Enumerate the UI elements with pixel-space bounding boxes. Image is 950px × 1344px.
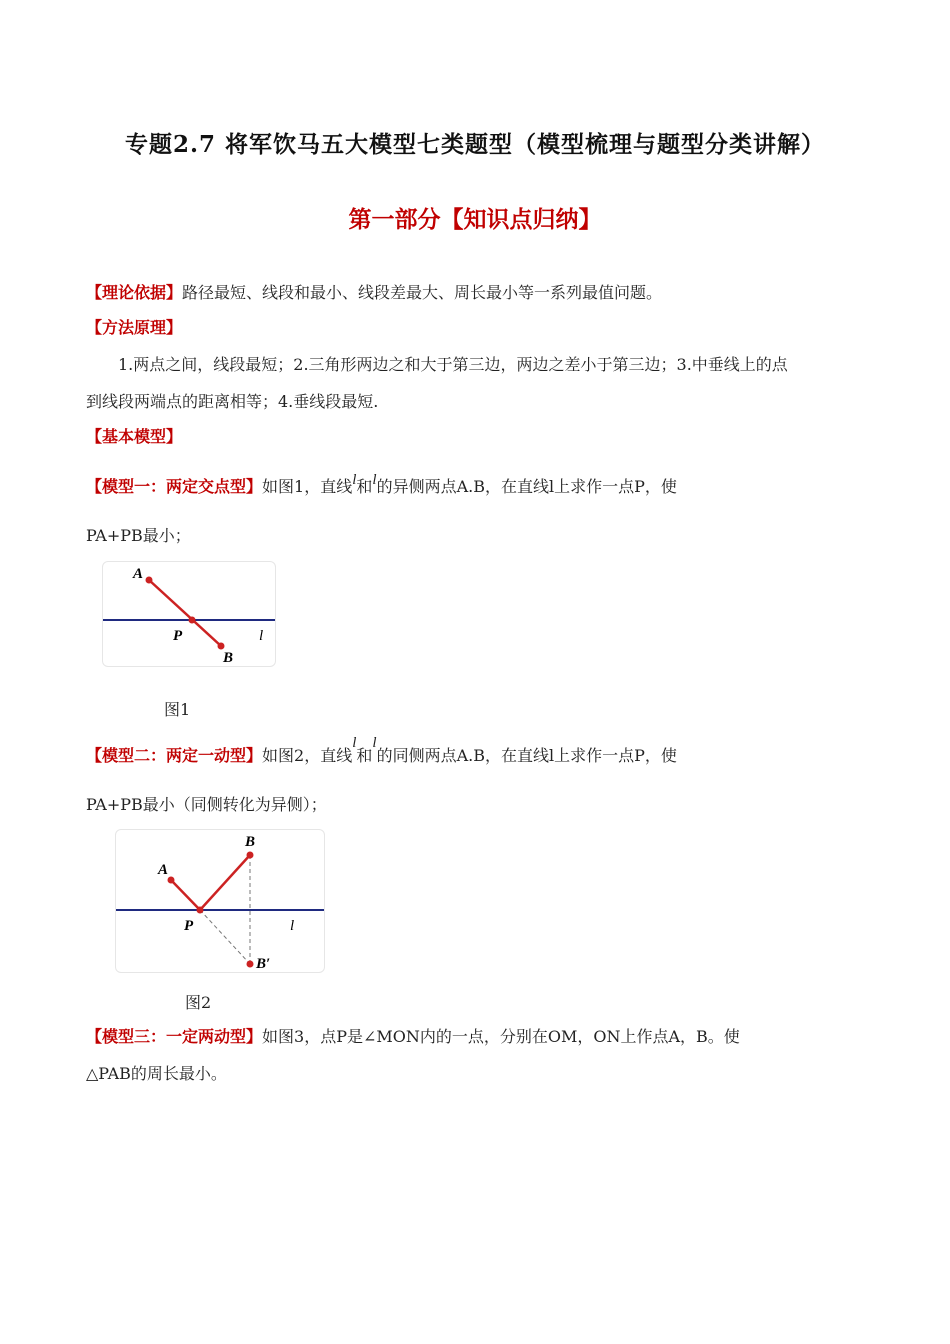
model2-text-c: 的同侧两点A.B，在直线l上求作一点P，使 [376,746,677,765]
model1-l1: l [352,472,357,488]
model2-paragraph [86,735,677,769]
label-a: A [158,862,169,878]
point-b [247,852,254,859]
label-b: B [223,650,234,666]
method-label: 【方法原理】 [86,318,183,337]
figure-1-diagram [103,562,275,666]
model3-text: 如图3，点P是∠MON内的一点，分别在OM，ON上作点A，B。使 [262,1027,740,1046]
model1-text-b: 和 [356,477,373,496]
figure-1 [102,561,276,667]
label-l: l [259,628,264,644]
figure-2-caption: 图2 [185,993,212,1012]
segment-ap [171,880,200,910]
model2-l2: l [372,735,377,751]
segment-pb [200,855,250,910]
dashed-pb-prime [200,910,250,964]
method-line-2: 到线段两端点的距离相等；4.垂线段最短. [86,392,379,411]
label-b: B [245,834,256,850]
model3-label: 【模型三：一定两动型】 [86,1027,263,1046]
model2-l1: l [352,735,357,751]
model2-text-b: 和 [356,746,373,765]
label-l: l [290,918,295,934]
model3-paragraph [86,1025,740,1049]
figure-1-caption: 图1 [164,700,191,719]
point-p [197,907,204,914]
theory-text: 路径最短、线段和最小、线段差最大、周长最小等一系列最值问题。 [182,283,663,302]
point-b-prime [247,961,254,968]
page-title: 专题2.7 将军饮马五大模型七类题型（模型梳理与题型分类讲解） [124,131,826,158]
label-p: P [184,918,194,934]
part-heading: 第一部分【知识点归纳】 [348,206,602,233]
segment-ab [149,580,221,646]
model2-line-2: PA+PB最小（同侧转化为异侧）； [86,795,327,814]
theory-paragraph [86,281,662,305]
basic-model-label: 【基本模型】 [86,427,183,446]
method-line-1: 1.两点之间，线段最短；2.三角形两边之和大于第三边，两边之差小于第三边；3.中垂线上的点 [118,355,788,374]
model1-l2: l [372,472,377,488]
point-p [189,617,196,624]
model3-line-2: △PAB的周长最小。 [86,1064,227,1083]
point-a [168,877,175,884]
model1-paragraph [86,472,677,500]
theory-label: 【理论依据】 [86,283,183,302]
point-b [218,643,225,650]
label-b-prime: B′ [256,956,271,972]
model2-text-a: 如图2，直线 [262,746,353,765]
basic-model-line [86,425,182,449]
method-label-line [86,316,182,340]
figure-2 [115,829,325,973]
label-p: P [173,628,183,644]
model1-text-a: 如图1，直线 [262,477,353,496]
figure-2-diagram [116,830,324,972]
model2-label: 【模型二：两定一动型】 [86,746,263,765]
model1-label: 【模型一：两定交点型】 [86,477,263,496]
model1-text-c: 的异侧两点A.B，在直线l上求作一点P，使 [376,477,677,496]
point-a [146,577,153,584]
model1-line-2: PA+PB最小； [86,526,191,545]
label-a: A [133,566,144,582]
